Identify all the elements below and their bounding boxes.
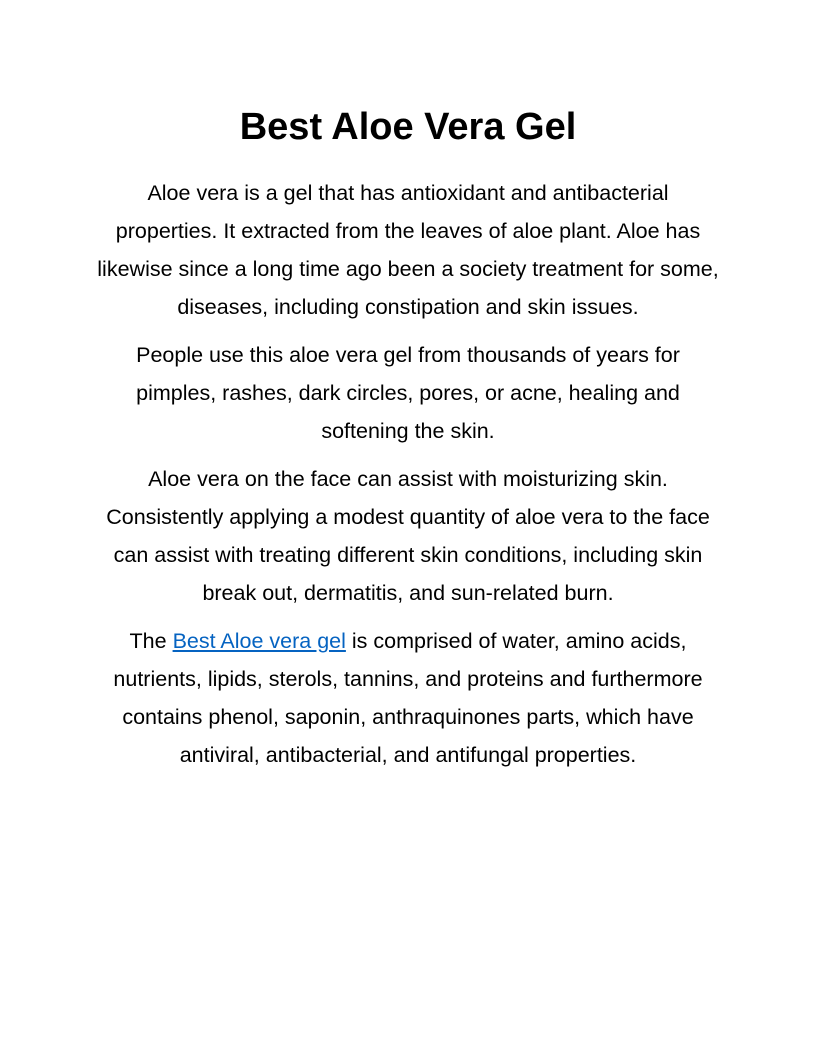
best-aloe-vera-gel-link[interactable]: Best Aloe vera gel — [172, 629, 346, 653]
document-body — [96, 174, 720, 784]
composition-text-before: The — [129, 629, 173, 653]
composition-text-after: is comprised of water, amino acids, nutrients, lipids, sterols, tannins, and proteins and furthermore contains phenol, saponin, anthraquinones parts, which have antiviral, antibacterial, and antifungal properties. — [113, 629, 703, 767]
paragraph-composition — [96, 622, 720, 774]
paragraph-uses: People use this aloe vera gel from thousands of years for pimples, rashes, dark circles, pores, or acne, healing and softening the skin. — [136, 343, 680, 443]
paragraph-face-benefits: Aloe vera on the face can assist with moisturizing skin. Consistently applying a modest quantity of aloe vera to the face can assist with treating different skin conditions, including skin break out, dermatitis, and sun-related burn. — [106, 467, 710, 605]
document-title: Best Aloe Vera Gel — [239, 106, 577, 148]
paragraph-intro: Aloe vera is a gel that has antioxidant and antibacterial properties. It extracted from the leaves of aloe plant. Aloe has likewise since a long time ago been a society treatment for some, diseases, including constipation and skin issues. — [97, 181, 719, 319]
